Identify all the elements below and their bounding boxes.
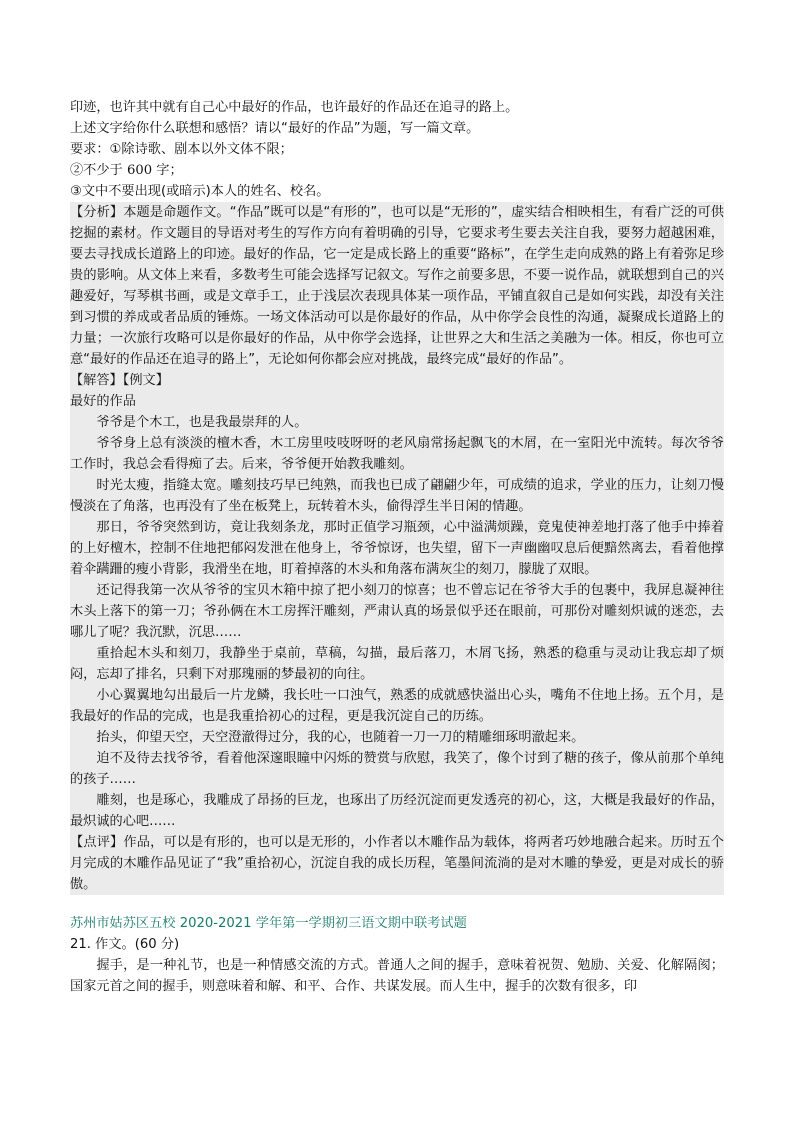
intro-line-2: 上述文字给你什么联想和感悟？请以“最好的作品”为题，写一篇文章。 [70, 121, 480, 136]
essay-paragraph: 爷爷身上总有淡淡的檀木香，木工房里吱吱呀呀的老风扇常扬起飘飞的木屑，在一室阳光中流转。每次爷爷工作时，我总会看得痴了去。后来，爷爷便开始教我雕刻。 [70, 436, 724, 472]
question-number: 21. 作文。(60 分) [70, 937, 180, 952]
section-gap [70, 895, 724, 913]
essay-paragraph: 雕刻，也是琢心，我雕成了昂扬的巨龙，也琢出了历经沉淀而更发透亮的初心，这，大概是我最好的作品，最炽诚的心吧…… [70, 793, 724, 829]
essay-paragraph: 抬头，仰望天空，天空澄澈得过分，我的心，也随着一刀一刀的精雕细琢明澈起来。 [96, 730, 585, 745]
requirement-2: ②不少于 600 字； [70, 163, 183, 178]
essay-paragraph: 迫不及待去找爷爷，看着他深邃眼瞳中闪烁的赞赏与欣慰，我笑了，像个讨到了糖的孩子，像从前那个单纯的孩子…… [70, 751, 724, 787]
essay-title: 最好的作品 [70, 394, 136, 409]
exam-source-title: 苏州市姑苏区五校 2020-2021 学年第一学期初三语文期中联考试题 [70, 916, 467, 931]
requirement-1: 要求：①除诗歌、剧本以外文体不限； [70, 142, 293, 157]
essay-paragraph: 爷爷是个木工，也是我最崇拜的人。 [96, 415, 308, 430]
essay-paragraph: 重拾起木头和刻刀，我静坐于桌前，草稿，勾描，最后落刀，木屑飞扬，熟悉的稳重与灵动让我忘却了烦闷，忘却了排名，只剩下对那瑰丽的梦最初的向往。 [70, 646, 724, 682]
essay-paragraph: 时光太瘦，指缝太宽。雕刻技巧早已纯熟，而我也已成了翩翩少年，可成绩的追求，学业的压力，让刻刀慢慢淡在了角落，也再没有了坐在板凳上，玩转着木头，偷得浮生半日闲的情趣。 [70, 478, 724, 514]
essay-paragraph: 还记得我第一次从爷爷的宝贝木箱中掠了把小刻刀的惊喜；也不曾忘记在爷爷大手的包裹中，我屏息凝神往木头上落下的第一刀；爷孙俩在木工房挥汗雕刻，严肃认真的场景似乎还在眼前，可那份对雕刻炽诚的迷恋，去哪儿了呢？我沉默，沉思…… [70, 583, 724, 640]
question-prompt: 握手，是一种礼节，也是一种情感交流的方式。普通人之间的握手，意味着祝贺、勉励、关爱、化解隔阂；国家元首之间的握手，则意味着和解、和平、合作、共谋发展。而人生中，握手的次数有很多，印 [70, 958, 724, 994]
requirement-3: ③文中不要出现(或暗示)本人的姓名、校名。 [70, 184, 330, 199]
essay-paragraph: 小心翼翼地勾出最后一片龙鳞，我长吐一口浊气，熟悉的成就感快溢出心头，嘴角不住地上扬。五个月，是我最好的作品的完成，也是我重拾初心的过程，更是我沉淀自己的历练。 [70, 688, 724, 724]
analysis-text: 【分析】本题是命题作文。“作品”既可以是“有形的”，也可以是“无形的”，虚实结合相映相生，有看广泛的可供挖掘的素材。作文题目的导语对考生的写作方向有着明确的引导，它要求考生要去关注自我，要努力超越困难，要去寻找成长道路上的印迹。最好的作品，它一定是成长路上的重要“路标”，在学生走向成熟的路上有着弥足珍贵的影响。从文体上来看，多数考生可能会选择写记叙文。写作之前要多思，不要一说作品，就联想到自己的兴趣爱好，写琴棋书画，或是文章手工，止于浅层次表现具体某一项作品，平铺直叙自己是如何实践，却没有关注到习惯的养成或者品质的锤炼。一场文体活动可以是你最好的作品，从中你学会良性的沟通，凝聚成长道路上的力量；一次旅行攻略可以是你最好的作品，从中你学会选择，让世界之大和生活之美融为一体。相反，你也可立意“最好的作品还在追寻的路上”，无论如何你都会应对挑战，最终完成“最好的作品”。 [70, 205, 724, 367]
analysis-section [70, 202, 724, 895]
answer-label: 【解答】【例文】 [70, 373, 169, 388]
intro-line-1: 印迹，也许其中就有自己心中最好的作品，也许最好的作品还在追寻的路上。 [70, 100, 519, 115]
comment-text: 【点评】作品，可以是有形的，也可以是无形的，小作者以木雕作品为载体，将两者巧妙地融合起来。历时五个月完成的木雕作品见证了“我”重拾初心，沉淀自我的成长历程，笔墨间流淌的是对木雕的挚爱，更是对成长的骄傲。 [70, 835, 724, 892]
document-page [70, 97, 724, 997]
essay-paragraph: 那日，爷爷突然到访，竟让我刻条龙，那时正值学习瓶颈，心中溢满烦躁，竟鬼使神差地打落了他手中捧着的上好檀木，控制不住地把郁闷发泄在他身上，爷爷惊讶，也失望，留下一声幽幽叹息后便黯然离去，看着他撑着伞蹒跚的瘦小背影，我滑坐在地，盯着掉落的木头和角落布满灰尘的刻刀，朦胧了双眼。 [70, 520, 724, 577]
